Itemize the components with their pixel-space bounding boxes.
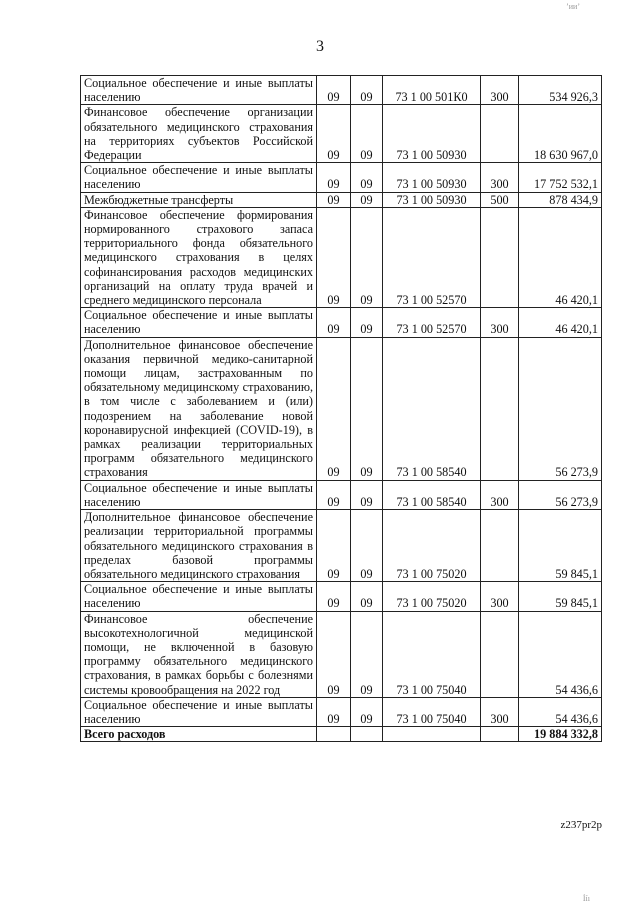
total-empty-cell <box>317 727 351 742</box>
expenditure-table <box>80 75 602 742</box>
total-sum: 19 884 332,8 <box>519 727 602 742</box>
scan-mark-top: ’ии’ <box>566 2 580 11</box>
row-subsection-code: 09 <box>351 480 383 509</box>
table-row <box>81 105 602 163</box>
row-expense-type: 500 <box>481 192 519 207</box>
row-name: Финансовое обеспечение организации обязательного медицинского страхования на территориях субъектов Российской Федерации <box>81 105 317 163</box>
table-row <box>81 163 602 192</box>
row-target-article: 73 1 00 75020 <box>383 510 481 582</box>
row-subsection-code: 09 <box>351 582 383 611</box>
row-expense-type: 300 <box>481 582 519 611</box>
table-row <box>81 480 602 509</box>
row-target-article: 73 1 00 50930 <box>383 192 481 207</box>
row-subsection-code: 09 <box>351 611 383 697</box>
row-subsection-code: 09 <box>351 76 383 105</box>
row-amount: 878 434,9 <box>519 192 602 207</box>
row-amount: 534 926,3 <box>519 76 602 105</box>
row-subsection-code: 09 <box>351 163 383 192</box>
row-section-code: 09 <box>317 76 351 105</box>
row-target-article: 73 1 00 52570 <box>383 207 481 307</box>
page-number: 3 <box>316 38 324 55</box>
row-amount: 17 752 532,1 <box>519 163 602 192</box>
row-name: Социальное обеспечение и иные выплаты населению <box>81 163 317 192</box>
table-row <box>81 192 602 207</box>
document-code: z237pr2p <box>560 819 602 831</box>
row-name: Социальное обеспечение и иные выплаты населению <box>81 582 317 611</box>
table-row <box>81 308 602 337</box>
row-section-code: 09 <box>317 697 351 726</box>
row-target-article: 73 1 00 75020 <box>383 582 481 611</box>
total-empty-cell <box>351 727 383 742</box>
row-expense-type: 300 <box>481 697 519 726</box>
total-empty-cell <box>383 727 481 742</box>
row-expense-type <box>481 611 519 697</box>
row-expense-type <box>481 207 519 307</box>
row-name: Финансовое обеспечение формирования нормированного страхового запаса территориального фонда обязательного медицинского страхования в целях софинансирования расходов медицинских организаций на оплату труда врачей и среднего медицинского персонала <box>81 207 317 307</box>
row-subsection-code: 09 <box>351 192 383 207</box>
row-name: Социальное обеспечение и иные выплаты населению <box>81 697 317 726</box>
row-target-article: 73 1 00 58540 <box>383 337 481 480</box>
total-empty-cell <box>481 727 519 742</box>
row-amount: 46 420,1 <box>519 308 602 337</box>
total-label: Всего расходов <box>81 727 317 742</box>
row-name: Межбюджетные трансферты <box>81 192 317 207</box>
row-amount: 59 845,1 <box>519 510 602 582</box>
row-target-article: 73 1 00 75040 <box>383 697 481 726</box>
row-section-code: 09 <box>317 582 351 611</box>
scan-mark-bottom: İíı <box>582 894 590 903</box>
row-section-code: 09 <box>317 207 351 307</box>
row-amount: 46 420,1 <box>519 207 602 307</box>
table-row <box>81 510 602 582</box>
row-target-article: 73 1 00 52570 <box>383 308 481 337</box>
row-expense-type: 300 <box>481 480 519 509</box>
row-amount: 54 436,6 <box>519 697 602 726</box>
row-target-article: 73 1 00 50930 <box>383 105 481 163</box>
row-expense-type <box>481 337 519 480</box>
row-subsection-code: 09 <box>351 207 383 307</box>
row-subsection-code: 09 <box>351 510 383 582</box>
row-subsection-code: 09 <box>351 105 383 163</box>
table-body <box>81 76 602 742</box>
row-target-article: 73 1 00 50930 <box>383 163 481 192</box>
row-section-code: 09 <box>317 337 351 480</box>
row-amount: 56 273,9 <box>519 480 602 509</box>
row-expense-type <box>481 510 519 582</box>
row-target-article: 73 1 00 501К0 <box>383 76 481 105</box>
table-row <box>81 582 602 611</box>
table-row <box>81 337 602 480</box>
row-section-code: 09 <box>317 480 351 509</box>
row-name: Дополнительное финансовое обеспечение оказания первичной медико-санитарной помощи лицам, застрахованным по обязательному медицинскому страхованию, в том числе с заболеванием и (или) подозрением на заболевание новой коронавирусной инфекцией (COVID-19), в рамках реализации территориальных программ обязательного медицинского страхования <box>81 337 317 480</box>
row-section-code: 09 <box>317 105 351 163</box>
row-section-code: 09 <box>317 163 351 192</box>
row-amount: 18 630 967,0 <box>519 105 602 163</box>
row-subsection-code: 09 <box>351 308 383 337</box>
row-section-code: 09 <box>317 308 351 337</box>
row-name: Социальное обеспечение и иные выплаты населению <box>81 76 317 105</box>
row-expense-type: 300 <box>481 163 519 192</box>
row-expense-type: 300 <box>481 76 519 105</box>
row-expense-type: 300 <box>481 308 519 337</box>
row-name: Социальное обеспечение и иные выплаты населению <box>81 480 317 509</box>
table-row <box>81 207 602 307</box>
row-amount: 54 436,6 <box>519 611 602 697</box>
row-name: Социальное обеспечение и иные выплаты населению <box>81 308 317 337</box>
row-section-code: 09 <box>317 510 351 582</box>
row-name: Дополнительное финансовое обеспечение реализации территориальной программы обязательного медицинского страхования в пределах базовой программы обязательного медицинского страхования <box>81 510 317 582</box>
table-row <box>81 76 602 105</box>
table-row <box>81 697 602 726</box>
row-name: Финансовое обеспечение высокотехнологичной медицинской помощи, не включенной в базовую программу обязательного медицинского страхования, в рамках борьбы с болезнями системы кровообращения на 2022 год <box>81 611 317 697</box>
row-subsection-code: 09 <box>351 337 383 480</box>
row-amount: 56 273,9 <box>519 337 602 480</box>
row-target-article: 73 1 00 75040 <box>383 611 481 697</box>
row-amount: 59 845,1 <box>519 582 602 611</box>
row-expense-type <box>481 105 519 163</box>
row-subsection-code: 09 <box>351 697 383 726</box>
row-section-code: 09 <box>317 611 351 697</box>
table-row <box>81 611 602 697</box>
total-row <box>81 727 602 742</box>
row-target-article: 73 1 00 58540 <box>383 480 481 509</box>
row-section-code: 09 <box>317 192 351 207</box>
